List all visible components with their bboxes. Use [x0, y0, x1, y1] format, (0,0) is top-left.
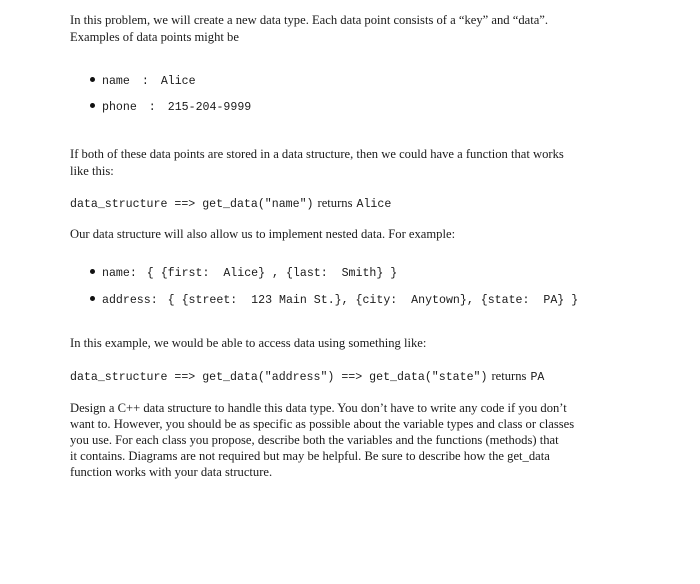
code-result: PA [530, 371, 545, 384]
bullet-icon [90, 103, 95, 108]
nested-key: address: [102, 294, 158, 307]
intro-line-1: In this problem, we will create a new data type. Each data point consists of a “key” and “data”. [70, 13, 549, 27]
point-separator: : [141, 75, 149, 88]
intro-paragraph [70, 12, 618, 46]
nested-value: { {street: 123 Main St.}, {city: Anytown}, {state: PA} } [167, 294, 579, 307]
bullet-icon [90, 296, 95, 301]
stored-line-1: If both of these data points are stored in a data structure, then we could have a function that works [70, 147, 564, 161]
point-separator: : [148, 101, 156, 114]
intro-line-2: Examples of data points might be [70, 30, 239, 44]
returns-word: returns [491, 369, 527, 383]
code-expression: data_structure ==> get_data("address") ==> get_data("state") [70, 371, 488, 384]
nested-intro: Our data structure will also allow us to implement nested data. For example: [70, 227, 456, 241]
nested-value: { {first: Alice} , {last: Smith} } [146, 267, 398, 280]
bullet-icon [90, 269, 95, 274]
stored-paragraph [70, 146, 618, 180]
point-key: name [102, 75, 130, 88]
list-item [90, 75, 196, 88]
design-line: function works with your data structure. [70, 465, 273, 479]
design-line: it contains. Diagrams are not required but may be helpful. Be sure to describe how the get_data [70, 449, 550, 463]
list-item [90, 294, 578, 307]
design-line: you use. For each class you propose, describe both the variables and the functions (methods) that [70, 433, 559, 447]
code-example-2 [70, 367, 544, 385]
design-line: Design a C++ data structure to handle this data type. You don’t have to write any code if you don’t [70, 401, 567, 415]
point-key: phone [102, 101, 137, 114]
access-intro: In this example, we would be able to access data using something like: [70, 336, 427, 350]
list-item [90, 101, 251, 114]
stored-line-2: like this: [70, 164, 114, 178]
design-line: want to. However, you should be as specific as possible about the variable types and class or classes [70, 417, 575, 431]
design-paragraph [70, 400, 618, 480]
returns-word: returns [317, 196, 353, 210]
code-example-1 [70, 194, 391, 212]
point-value: Alice [160, 75, 196, 88]
point-value: 215-204-9999 [167, 101, 252, 114]
bullet-icon [90, 77, 95, 82]
code-expression: data_structure ==> get_data("name") [70, 198, 314, 211]
code-result: Alice [356, 198, 392, 211]
list-item [90, 267, 397, 280]
nested-key: name: [102, 267, 137, 280]
